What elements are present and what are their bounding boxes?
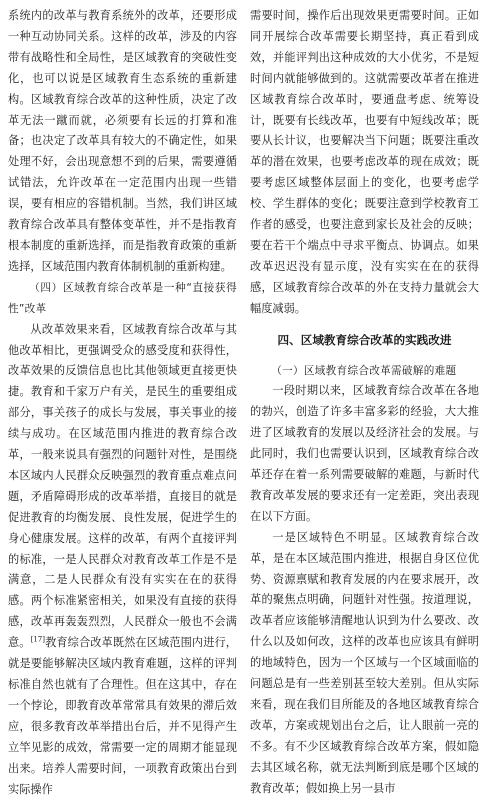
- body-paragraph: 系统内的改革与教育系统外的改革，还要形成一种互动协同关系。这样的改革，涉及的内容带有战略性和全局性，是区域教育的突破性变化，也可以说是区域教育生态系统的重新建构。区域教育综合改革的这种性质，决定了改革无法一蹴而就，必须要有长远的打算和准备；也决定了改革具有较大的不确定性，如果处理不好，会出现意想不到的后果，需要遵循试错法，允许改革在一定范围内出现一些错误，要有相应的容错机制。当然，我们讲区域教育综合改革具有整体变革性，并不是指教育根本制度的重新选择，而是指教育政策的重新选择，区域范围内教育体制机制的重新构建。: [8, 9, 237, 273]
- section-heading: （四）区域教育综合改革是一种“直接获得性”改革: [8, 281, 237, 315]
- right-column: [250, 6, 479, 800]
- section-heading: （一）区域教育综合改革需破解的难题: [271, 364, 457, 377]
- body-paragraph: 一段时期以来，区域教育综合改革在各地的勃兴，创造了许多丰富多彩的经验，大大推进了区域教育的发展以及经济社会的发展。与此同时，我们也需要认识到，区域教育综合改革还存在着一系列需要破解的难题，与新时代教育改革发展的要求还有一定差距，突出表现在以下方面。: [250, 384, 479, 523]
- body-paragraph: 一是区域特色不明显。区域教育综合改革，是在本区域范围内推进，根据自身区位优势、资源禀赋和教育发展的内在要求展开，改革的聚焦点明确，问题针对性强。按道理说，改革者应该能够清醒地认识到为什么要改、改什么以及如何改，这样的改革也应该具有鲜明的地域特色，因为一个区域与一个区域面临的问题总是有一些差别甚至较大差别。但从实际来看，现在我们目所能及的各地区域教育综合改革，方案或规划出台之后，让人眼前一亮的不多。有不少区域教育综合改革方案，假如隐去其区域名称，就无法判断到底是哪个区域的教育改革；假如换上另一县市: [250, 530, 479, 795]
- left-column: [8, 6, 237, 800]
- body-paragraph: 需要时间，操作后出现效果更需要时间。正如同开展综合改革需要长期坚持，真正看到成效，并能评判出这种成效的大小优劣，不是短时间内就能够做到的。这就需要改革者在推进区域教育综合改革时，要通盘考虑、统筹设计，既要有长线改革，也要有中短线改革；既要从长计议，也要解决当下问题；既要注重改革的潜在效果，也要考虑改革的现在成效；既要考虑区域整体层面上的变化，也要考虑学校、学生群体的变化；既要注意到学校教育工作者的感受，也要注意到家长及社会的反映；要在若干个端点中寻求平衡点、协调点。如果改革迟迟没有显示度，没有实实在在的获得感，区域教育综合改革的外在支持力量就会大幅度减弱。: [250, 9, 479, 315]
- chapter-heading: 四、区域教育综合改革的实践改进: [277, 332, 452, 347]
- citation-reference: [17]: [30, 635, 45, 644]
- body-paragraph: [8, 320, 237, 800]
- paragraph-text: 教育综合改革既然在区域范围内进行，就是要能够解决区域内教育难题，这样的评判标准自然也就有了合理性。但在这其中，存在一个悖论，即教育改革常常具有效果的滞后效应，很多教育改革举措出台后，并不见得产生立竿见影的成效，常需要一定的周期才能显现出来。培养人需要时间，一项教育政策出台到实际操作: [8, 636, 237, 796]
- paragraph-text: 从改革效果来看，区域教育综合改革与其他改革相比，更强调受众的感受度和获得性，改革效果的反馈信息也比其他领域更直接更快捷。教育和千家万户有关，是民生的重要组成部分，事关孩子的成长与发展，事关事业的接续与成功。在区域范围内推进的教育综合改革，一般来说具有强烈的问题针对性，是围绕本区域内人民群众反映强烈的教育重点难点问题，矛盾障碍形成的改革举措，直接目的就是促进教育的均衡发展、良性发展，促进学生的身心健康发展。这样的改革，有两个直接评判的标准，一是人民群众对教育改革工作是不是满意，二是人民群众有没有实实在在的获得感。两个标准紧密相关，如果没有直接的获得感，改革再轰轰烈烈，人民群众一般也不会满意。: [8, 322, 237, 650]
